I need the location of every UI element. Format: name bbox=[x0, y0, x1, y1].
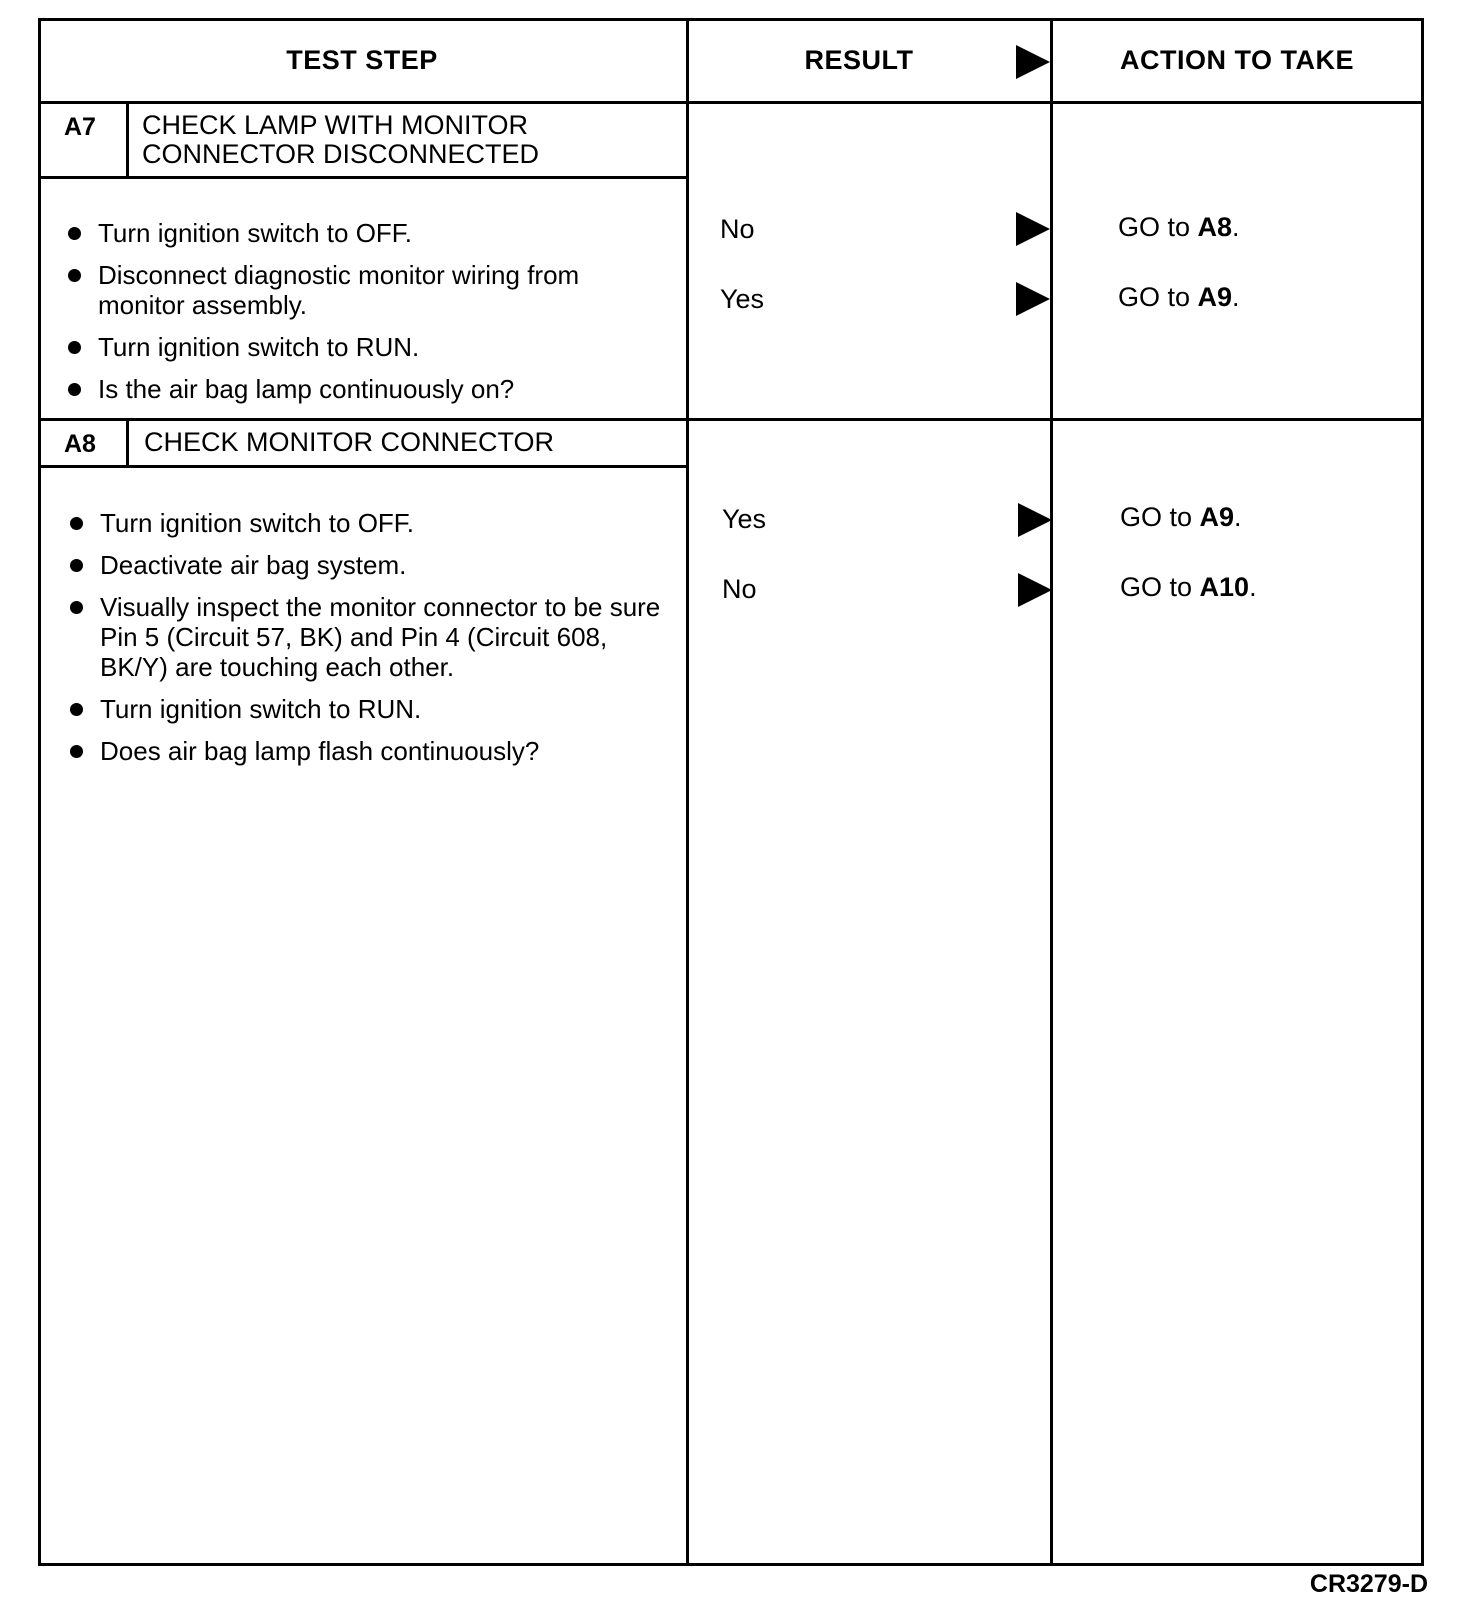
step-id: A8 bbox=[64, 430, 96, 458]
action-text: GO to A9. bbox=[1120, 502, 1242, 532]
a8-title-divider bbox=[38, 465, 689, 468]
instruction-item: Turn ignition switch to OFF. bbox=[68, 218, 653, 248]
bullet-icon bbox=[68, 269, 81, 282]
step-id: A7 bbox=[64, 113, 96, 141]
a8-id-divider bbox=[126, 418, 129, 466]
bullet-icon bbox=[70, 517, 83, 530]
instruction-item: Deactivate air bag system. bbox=[70, 550, 665, 580]
header-result: RESULT bbox=[804, 44, 914, 75]
step-instructions bbox=[68, 218, 653, 416]
instruction-item: Turn ignition switch to RUN. bbox=[70, 694, 665, 724]
step-title bbox=[144, 428, 554, 457]
column-divider-action bbox=[1050, 18, 1053, 1566]
result-answer: Yes bbox=[720, 284, 765, 314]
step-instructions bbox=[70, 508, 665, 778]
header-arrow-icon bbox=[1016, 45, 1050, 79]
result-answer: No bbox=[722, 574, 757, 604]
figure-reference: CR3279-D bbox=[1309, 1570, 1428, 1598]
bullet-icon bbox=[70, 559, 83, 572]
step-title bbox=[142, 111, 539, 169]
result-arrow-icon bbox=[1016, 282, 1050, 316]
instruction-item: Turn ignition switch to RUN. bbox=[68, 332, 653, 362]
action-text: GO to A8. bbox=[1118, 212, 1240, 242]
bullet-icon bbox=[68, 383, 81, 396]
result-arrow-icon bbox=[1018, 573, 1052, 607]
bullet-icon bbox=[70, 601, 83, 614]
a7-id-divider bbox=[126, 101, 129, 178]
bullet-icon bbox=[70, 703, 83, 716]
action-text: GO to A9. bbox=[1118, 282, 1240, 312]
bullet-icon bbox=[68, 341, 81, 354]
instruction-item: Disconnect diagnostic monitor wiring from monitor assembly. bbox=[68, 260, 653, 320]
result-arrow-icon bbox=[1016, 212, 1050, 246]
step-title-line: CONNECTOR DISCONNECTED bbox=[142, 139, 540, 169]
step-title-line: CHECK MONITOR CONNECTOR bbox=[144, 427, 555, 457]
instruction-item: Visually inspect the monitor connector to be sure Pin 5 (Circuit 57, BK) and Pin 4 (Circuit 608, BK/Y) are touching each other. bbox=[70, 592, 665, 682]
a7-title-divider bbox=[38, 176, 689, 179]
result-answer: Yes bbox=[722, 504, 767, 534]
action-text: GO to A10. bbox=[1120, 572, 1257, 602]
step-title-line: CHECK LAMP WITH MONITOR bbox=[142, 110, 529, 140]
bullet-icon bbox=[68, 227, 81, 240]
instruction-item: Does air bag lamp flash continuously? bbox=[70, 736, 665, 766]
header-test-step: TEST STEP bbox=[286, 44, 438, 75]
header-action: ACTION TO TAKE bbox=[1120, 44, 1354, 75]
column-divider-result bbox=[686, 18, 689, 1566]
step-divider bbox=[38, 418, 1424, 421]
bullet-icon bbox=[70, 745, 83, 758]
result-arrow-icon bbox=[1018, 503, 1052, 537]
instruction-item: Is the air bag lamp continuously on? bbox=[68, 374, 653, 404]
instruction-item: Turn ignition switch to OFF. bbox=[70, 508, 665, 538]
result-answer: No bbox=[720, 214, 755, 244]
